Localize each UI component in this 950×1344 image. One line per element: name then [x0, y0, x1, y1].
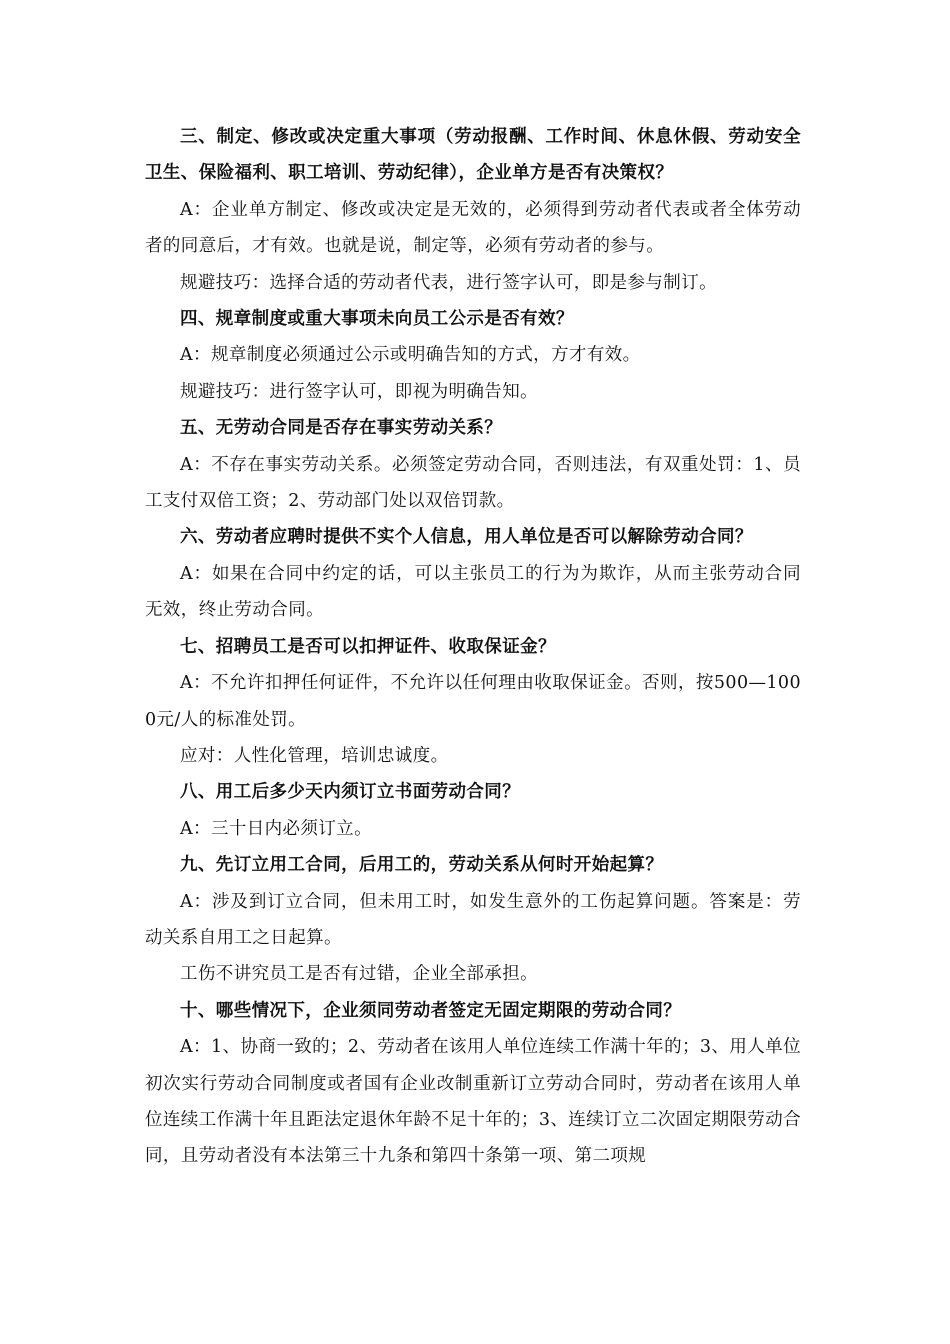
- question-heading-6: 六、劳动者应聘时提供不实个人信息，用人单位是否可以解除劳动合同？: [180, 527, 753, 548]
- answer-paragraph: A：不允许扣押任何证件，不允许以任何理由收取保证金。否则，按500—1000元/人的标准处罚。: [145, 673, 801, 730]
- answer-paragraph: A：不存在事实劳动关系。必须签定劳动合同，否则违法，有双重处罚：1、员工支付双倍工资；2、劳动部门处以双倍罚款。: [145, 454, 801, 512]
- tip-paragraph: 规避技巧：进行签字认可，即视为明确告知。: [180, 381, 538, 402]
- question-heading-4: 四、规章制度或重大事项未向员工公示是否有效？: [180, 309, 574, 330]
- question-heading-8: 八、用工后多少天内须订立书面劳动合同？: [180, 782, 521, 803]
- note-paragraph: 工伤不讲究员工是否有过错，企业全部承担。: [180, 964, 538, 985]
- question-heading-3: 三、制定、修改或决定重大事项（劳动报酬、工作时间、休息休假、劳动安全卫生、保险福利、职工培训、劳动纪律），企业单方是否有决策权？: [145, 127, 801, 184]
- answer-paragraph: A：企业单方制定、修改或决定是无效的，必须得到劳动者代表或者全体劳动者的同意后，才有效。也就是说，制定等，必须有劳动者的参与。: [145, 199, 801, 257]
- answer-paragraph: A：如果在合同中约定的话，可以主张员工的行为为欺诈，从而主张劳动合同无效，终止劳动合同。: [145, 563, 801, 621]
- question-heading-5: 五、无劳动合同是否存在事实劳动关系？: [180, 418, 503, 439]
- question-heading-7: 七、招聘员工是否可以扣押证件、收取保证金？: [180, 636, 556, 657]
- answer-paragraph: A：三十日内必须订立。: [180, 818, 373, 839]
- tip-paragraph: 应对：人性化管理，培训忠诚度。: [180, 745, 449, 766]
- answer-paragraph: A：涉及到订立合同，但未用工时，如发生意外的工伤起算问题。答案是：劳动关系自用工之日起算。: [145, 891, 801, 948]
- document-body: [145, 119, 801, 1175]
- question-heading-9: 九、先订立用工合同，后用工的，劳动关系从何时开始起算？: [180, 855, 664, 876]
- answer-paragraph: A：规章制度必须通过公示或明确告知的方式，方才有效。: [180, 345, 641, 366]
- question-heading-10: 十、哪些情况下，企业须同劳动者签定无固定期限的劳动合同？: [180, 1000, 682, 1021]
- tip-paragraph: 规避技巧：选择合适的劳动者代表，进行签字认可，即是参与制订。: [180, 272, 717, 293]
- answer-paragraph: A：1、协商一致的；2、劳动者在该用人单位连续工作满十年的；3、用人单位初次实行劳动合同制度或者国有企业改制重新订立劳动合同时，劳动者在该用人单位连续工作满十年且距法定退休年龄不足十年的；3、连续订立二次固定期限劳动合同，且劳动者没有本法第三十九条和第四十条第一项、第二项规: [145, 1037, 801, 1167]
